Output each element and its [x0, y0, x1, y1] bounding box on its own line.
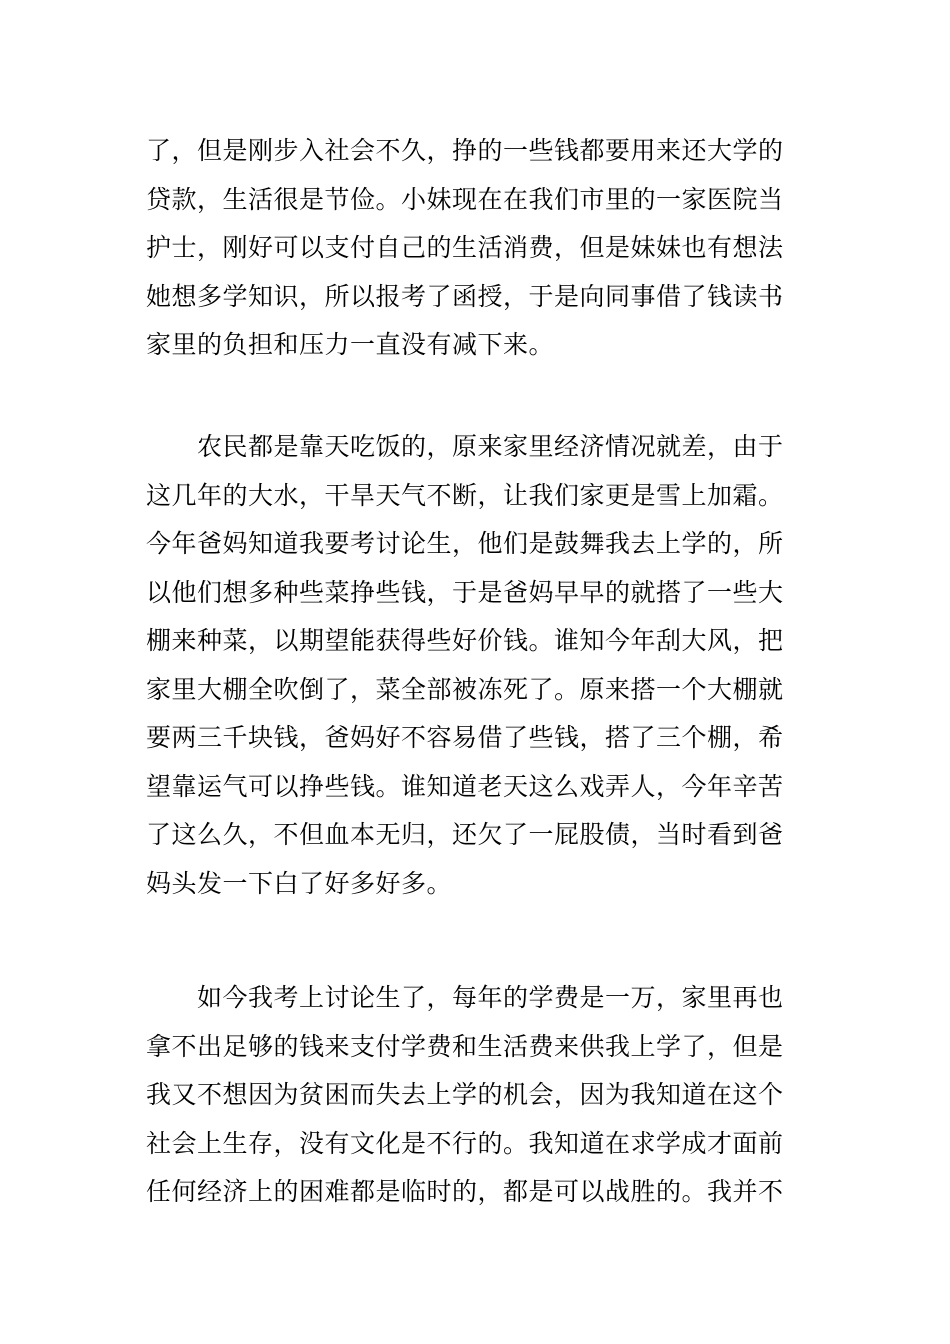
text-line: 望靠运气可以挣些钱。谁知道老天这么戏弄人，今年辛苦	[146, 771, 784, 801]
paragraph-2	[146, 423, 816, 908]
text-line: 这几年的大水，干旱天气不断，让我们家更是雪上加霜。	[146, 480, 784, 510]
text-line: 家里的负担和压力一直没有减下来。	[146, 330, 555, 359]
text-line: 妈头发一下白了好多好多。	[146, 868, 453, 898]
paragraph-1	[146, 127, 816, 370]
text-line: 了，但是刚步入社会不久，挣的一些钱都要用来还大学的	[146, 136, 784, 165]
text-line: 家里大棚全吹倒了，菜全部被冻死了。原来搭一个大棚就	[146, 674, 784, 704]
text-line: 任何经济上的困难都是临时的，都是可以战胜的。我并不	[146, 1177, 784, 1206]
text-line: 贷款，生活很是节俭。小妹现在在我们市里的一家医院当	[146, 184, 784, 214]
text-line: 拿不出足够的钱来支付学费和生活费来供我上学了，但是	[146, 1031, 784, 1061]
text-line: 要两三千块钱，爸妈好不容易借了些钱，搭了三个棚，希	[146, 723, 784, 752]
text-line: 如今我考上讨论生了，每年的学费是一万，家里再也	[146, 983, 784, 1012]
text-line: 以他们想多种些菜挣些钱，于是爸妈早早的就搭了一些大	[146, 577, 784, 607]
text-line: 农民都是靠天吃饭的，原来家里经济情况就差，由于	[146, 432, 784, 461]
text-line: 社会上生存，没有文化是不行的。我知道在求学成才面前	[146, 1128, 784, 1158]
text-line: 我又不想因为贫困而失去上学的机会，因为我知道在这个	[146, 1080, 784, 1109]
text-line: 她想多学知识，所以报考了函授，于是向同事借了钱读书	[146, 281, 784, 311]
text-line: 今年爸妈知道我要考讨论生，他们是鼓舞我去上学的，所	[146, 529, 784, 558]
text-line: 棚来种菜，以期望能获得些好价钱。谁知今年刮大风，把	[146, 626, 784, 655]
text-line: 了这么久，不但血本无归，还欠了一屁股债，当时看到爸	[146, 820, 784, 849]
paragraph-3	[146, 974, 816, 1217]
text-line: 护士，刚好可以支付自己的生活消费，但是妹妹也有想法	[146, 233, 784, 262]
